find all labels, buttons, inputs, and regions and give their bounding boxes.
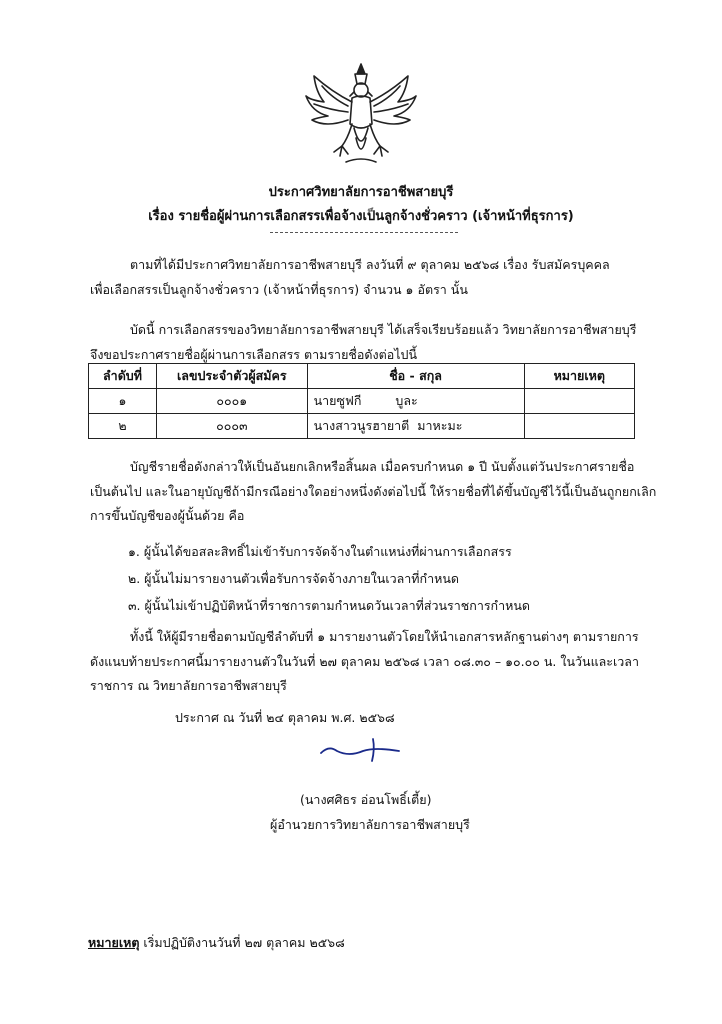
document-title: ประกาศวิทยาลัยการอาชีพสายบุรี: [268, 185, 454, 200]
signer-name: (นางศศิธร อ่อนโพธิ์เตี้ย): [300, 792, 432, 807]
signature-icon: [315, 735, 405, 765]
signer-title: ผู้อำนวยการวิทยาลัยการอาชีพสายบุรี: [270, 817, 470, 832]
paragraph-line: บัญชีรายชื่อดังกล่าวให้เป็นอันยกเลิกหรือสิ้นผล เมื่อครบกำหนด ๑ ปี นับตั้งแต่วันประกาศรายชื่อ: [130, 459, 635, 474]
paragraph-line: ราชการ ณ วิทยาลัยการอาชีพสายบุรี: [90, 678, 287, 693]
table-header-row: [89, 364, 635, 389]
first-name: นางสาวนูรฮายาตี: [313, 418, 410, 433]
table-row: [89, 414, 635, 439]
cell-applicant-id: ๐๐๐๓: [157, 414, 308, 439]
paragraph-announcement: [90, 318, 650, 367]
first-name: นายซูฟกี: [313, 393, 362, 408]
col-header-order: ลำดับที่: [89, 364, 157, 389]
paragraph-intro: [90, 253, 650, 302]
last-name: บูละ: [395, 393, 418, 408]
last-name: มาหะมะ: [417, 418, 463, 433]
condition-item-2: ๒. ผู้นั้นไม่มารายงานตัวเพื่อรับการจัดจ้างภายในเวลาที่กำหนด: [128, 571, 460, 586]
cell-remark: [524, 389, 634, 414]
document-subject: เรื่อง รายชื่อผู้ผ่านการเลือกสรรเพื่อจ้างเป็นลูกจ้างชั่วคราว (เจ้าหน้าที่ธุรการ): [148, 209, 574, 224]
col-header-remark: หมายเหตุ: [524, 364, 634, 389]
footnote-text: เริ่มปฏิบัติงานวันที่ ๒๗ ตุลาคม ๒๕๖๘: [139, 935, 345, 950]
footnote-label: หมายเหตุ: [88, 935, 140, 950]
footnote: [88, 933, 345, 953]
cell-remark: [524, 414, 634, 439]
col-header-applicant-id: เลขประจำตัวผู้สมัคร: [157, 364, 308, 389]
cell-name: [307, 414, 524, 439]
paragraph-line: เพื่อเลือกสรรเป็นลูกจ้างชั่วคราว (เจ้าหน้าที่ธุรการ) จำนวน ๑ อัตรา นั้น: [90, 281, 468, 297]
condition-item-1: ๑. ผู้นั้นได้ขอสละสิทธิ์ไม่เข้ารับการจัดจ้างในตำแหน่งที่ผ่านการเลือกสรร: [128, 544, 512, 559]
candidate-table: [88, 363, 635, 439]
paragraph-report: [90, 625, 650, 699]
col-header-name: ชื่อ - สกุล: [307, 364, 524, 389]
table-row: [89, 389, 635, 414]
paragraph-line: การขึ้นบัญชีของผู้นั้นด้วย คือ: [90, 508, 245, 523]
paragraph-line: จึงขอประกาศรายชื่อผู้ผ่านการเลือกสรร ตามรายชื่อดังต่อไปนี้: [90, 346, 418, 362]
paragraph-line: บัดนี้ การเลือกสรรของวิทยาลัยการอาชีพสายบุรี ได้เสร็จเรียบร้อยแล้ว วิทยาลัยการอาชีพสายบุรี: [130, 322, 637, 337]
cell-order: ๑: [89, 389, 157, 414]
paragraph-validity: [90, 455, 657, 529]
paragraph-line: เป็นต้นไป และในอายุบัญชีถ้ามีกรณีอย่างใดอย่างหนึ่งดังต่อไปนี้ ให้รายชื่อที่ได้ขึ้นบัญชีไว้นี้เป็นอันถูกยกเลิก: [90, 483, 657, 499]
paragraph-line: ทั้งนี้ ให้ผู้มีรายชื่อตามบัญชีลำดับที่ ๑ มารายงานตัวโดยให้นำเอกสารหลักฐานต่างๆ ตามรายการ: [130, 629, 639, 644]
announcement-date: ประกาศ ณ วันที่ ๒๔ ตุลาคม พ.ศ. ๒๕๖๘: [175, 710, 395, 725]
garuda-emblem-icon: [302, 62, 420, 166]
paragraph-line: ดังแนบท้ายประกาศนี้มารายงานตัวในวันที่ ๒๗ ตุลาคม ๒๕๖๘ เวลา ๐๘.๓๐ – ๑๐.๐๐ น. ในวันและเวลา: [90, 653, 639, 669]
title-divider: [270, 232, 458, 233]
cell-order: ๒: [89, 414, 157, 439]
cell-applicant-id: ๐๐๐๑: [157, 389, 308, 414]
paragraph-line: ตามที่ได้มีประกาศวิทยาลัยการอาชีพสายบุรี ลงวันที่ ๙ ตุลาคม ๒๕๖๘ เรื่อง รับสมัครบุคคล: [130, 257, 610, 272]
condition-item-3: ๓. ผู้นั้นไม่เข้าปฏิบัติหน้าที่ราชการตามกำหนดวันเวลาที่ส่วนราชการกำหนด: [128, 598, 531, 613]
cell-name: [307, 389, 524, 414]
